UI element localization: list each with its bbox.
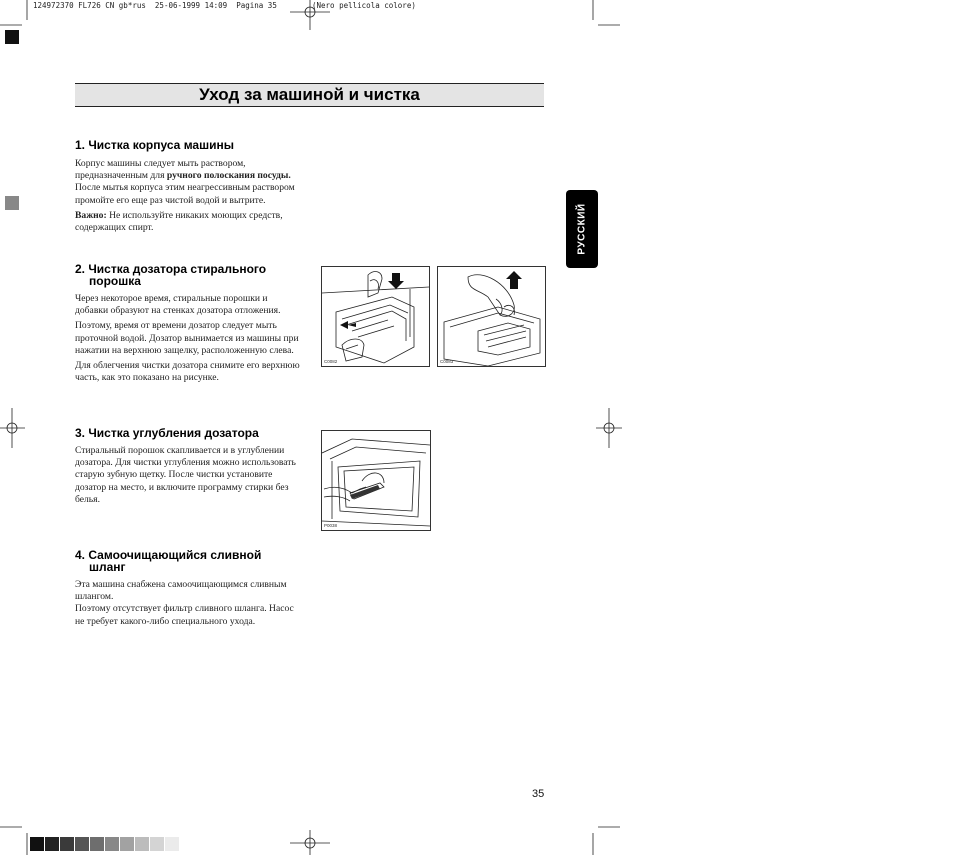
figure-code-2: C0083 [440,359,454,364]
section-1 [75,139,303,234]
section-4-paragraph-1: Эта машина снабжена самоочищающимся сливным шлангом. [75,579,287,603]
calibration-swatch [150,837,164,851]
calibration-swatch [90,837,104,851]
calibration-swatch [45,837,59,851]
calibration-swatch [120,837,134,851]
section-1-paragraph: Корпус машины следует мыть раствором, предназначенным для ручного полоскания посуды. После мытья корпуса этим неагрессивным раствором промойте его еще раз чистой водой и вытрите. [75,158,295,206]
recess-cleaning-illustration [322,431,430,530]
section-1-note: Важно: Не используйте никаких моющих средств, содержащих спирт. [75,209,283,234]
figure-dispenser-removal [321,266,430,367]
page-title-bar [75,83,544,107]
section-4-heading: 4. Самоочищающийся сливной шланг [75,548,262,574]
calibration-swatch [30,837,44,851]
dispenser-removal-illustration [322,267,429,366]
section-2-heading: 2. Чистка дозатора стирального порошка [75,262,267,288]
section-3-heading: 3. Чистка углубления дозатора [75,426,259,440]
calibration-swatch [105,837,119,851]
section-4-paragraph-2: Поэтому отсутствует фильтр сливного шланга. Насос не требует какого-либо специального ухода. [75,603,294,627]
language-tab [566,190,598,268]
section-2-paragraph-2: Поэтому, время от времени дозатор следует мыть проточной водой. Дозатор вынимается из машины при нажатии на верхнюю защелку, расположенную слева. [75,320,299,356]
section-2-paragraph-3: Для облегчения чистки дозатора снимите его верхнюю часть, как это показано на рисунке. [75,360,300,384]
print-job-line: 124972370 FL726 CN gb*rus 25-06-1999 14:09 Pagina 35 [33,1,277,10]
calibration-swatch [165,837,179,851]
registration-square-black [5,30,19,44]
figure-dispenser-cover [437,266,546,367]
calibration-swatch [135,837,149,851]
figure-code-1: C0082 [324,359,338,364]
section-4 [75,549,303,628]
section-2 [75,263,303,384]
registration-square-gray [5,196,19,210]
page-title: Уход за машиной и чистка [199,85,420,104]
section-2-paragraph-1: Через некоторое время, стиральные порошки и добавки образуют на стенках дозатора отложения. [75,293,281,317]
figure-code-3: P0038 [324,523,338,528]
figure-recess-cleaning [321,430,431,531]
language-tab-label: РУССКИЙ [576,203,588,255]
calibration-swatch [75,837,89,851]
section-3 [75,427,303,506]
calibration-swatch [60,837,74,851]
dispenser-cover-illustration [438,267,545,366]
section-1-heading: 1. Чистка корпуса машины [75,138,234,152]
print-color-note: (Nero pellicola colore) [312,1,416,10]
page-number: 35 [532,788,545,800]
section-3-paragraph: Стиральный порошок скапливается и в углублении дозатора. Для чистки углубления можно использовать старую зубную щетку. После чистки установите дозатор на место, и включите программу стирки без белья. [75,445,296,505]
